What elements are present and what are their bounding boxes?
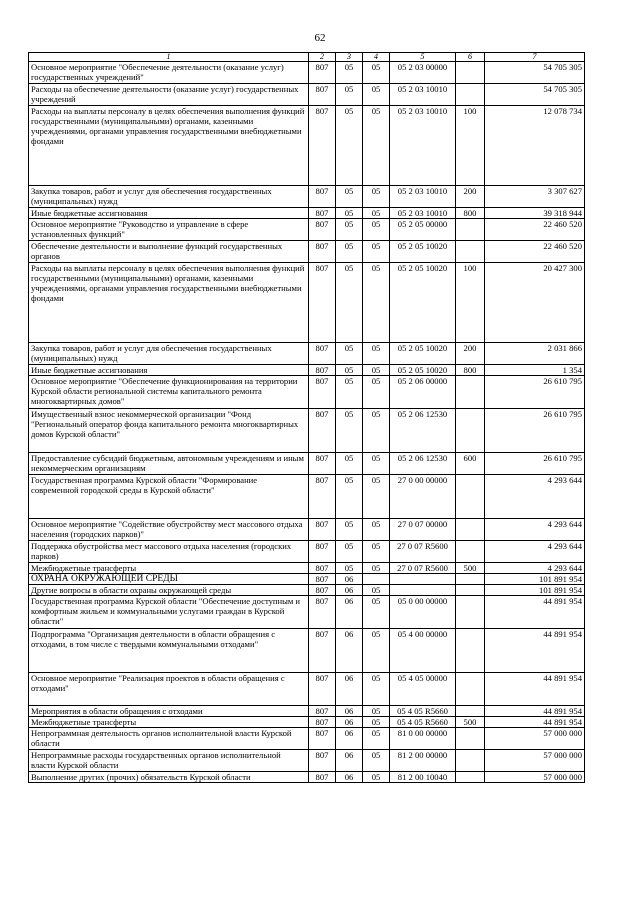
row-subsection: 05 xyxy=(363,343,390,365)
table-row xyxy=(29,750,585,772)
table-row xyxy=(29,706,585,717)
row-expense-type xyxy=(456,596,485,629)
row-name: Расходы на выплаты персоналу в целях обеспечения выполнения функций государственными (муниципальными) органами, казенными учреждениями, органами управления государственными внебюджетными фондами xyxy=(29,106,309,186)
row-section: 05 xyxy=(336,519,363,541)
row-grbs: 807 xyxy=(309,772,336,783)
row-section: 05 xyxy=(336,376,363,409)
row-grbs: 807 xyxy=(309,585,336,596)
row-expense-type xyxy=(456,519,485,541)
row-target-article: 05 2 03 10010 xyxy=(390,186,456,208)
table-row xyxy=(29,84,585,106)
row-section: 06 xyxy=(336,717,363,728)
row-grbs: 807 xyxy=(309,343,336,365)
row-expense-type xyxy=(456,219,485,241)
row-section: 06 xyxy=(336,750,363,772)
table-row xyxy=(29,574,585,585)
row-amount: 4 293 644 xyxy=(485,541,585,563)
row-expense-type xyxy=(456,84,485,106)
row-target-article: 05 2 03 00000 xyxy=(390,62,456,84)
table-row xyxy=(29,596,585,629)
table-row xyxy=(29,585,585,596)
row-target-article: 05 4 05 R5660 xyxy=(390,717,456,728)
row-amount: 44 891 954 xyxy=(485,717,585,728)
row-name: Поддержка обустройства мест массового отдыха населения (городских парков) xyxy=(29,541,309,563)
column-header: 4 xyxy=(363,53,390,62)
row-name: Основное мероприятие "Содействие обустройству мест массового отдыха населения (городских парков)" xyxy=(29,519,309,541)
row-amount: 22 460 520 xyxy=(485,219,585,241)
row-grbs: 807 xyxy=(309,219,336,241)
row-subsection: 05 xyxy=(363,208,390,219)
table-row xyxy=(29,717,585,728)
row-expense-type xyxy=(456,376,485,409)
row-section: 06 xyxy=(336,673,363,706)
row-section: 05 xyxy=(336,186,363,208)
row-subsection: 05 xyxy=(363,365,390,376)
row-target-article: 27 0 07 R5600 xyxy=(390,563,456,574)
row-grbs: 807 xyxy=(309,541,336,563)
table-row xyxy=(29,365,585,376)
row-section: 05 xyxy=(336,409,363,453)
row-section: 05 xyxy=(336,241,363,263)
row-grbs: 807 xyxy=(309,717,336,728)
row-grbs: 807 xyxy=(309,208,336,219)
row-expense-type xyxy=(456,241,485,263)
row-amount: 57 000 000 xyxy=(485,750,585,772)
row-grbs: 807 xyxy=(309,263,336,343)
row-target-article: 27 0 00 00000 xyxy=(390,475,456,519)
row-grbs: 807 xyxy=(309,673,336,706)
row-subsection: 05 xyxy=(363,84,390,106)
row-target-article xyxy=(390,574,456,585)
budget-table xyxy=(28,52,585,783)
row-amount: 57 000 000 xyxy=(485,728,585,750)
table-row xyxy=(29,219,585,241)
table-row xyxy=(29,343,585,365)
row-subsection: 05 xyxy=(363,563,390,574)
row-grbs: 807 xyxy=(309,84,336,106)
row-target-article: 05 2 06 12530 xyxy=(390,453,456,475)
row-section: 05 xyxy=(336,563,363,574)
row-expense-type: 200 xyxy=(456,343,485,365)
row-expense-type xyxy=(456,706,485,717)
row-target-article xyxy=(390,585,456,596)
row-expense-type xyxy=(456,409,485,453)
row-subsection: 05 xyxy=(363,106,390,186)
row-amount: 26 610 795 xyxy=(485,409,585,453)
row-grbs: 807 xyxy=(309,365,336,376)
row-amount: 26 610 795 xyxy=(485,376,585,409)
table-row xyxy=(29,563,585,574)
row-target-article: 05 2 03 10010 xyxy=(390,208,456,219)
row-target-article: 05 2 05 10020 xyxy=(390,343,456,365)
row-target-article: 05 4 05 R5660 xyxy=(390,706,456,717)
table-row xyxy=(29,772,585,783)
row-amount: 54 705 305 xyxy=(485,84,585,106)
row-name: Основное мероприятие "Обеспечение функционирования на территории Курской области региональной системы капитального ремонта многоквартирных домов" xyxy=(29,376,309,409)
row-subsection: 05 xyxy=(363,706,390,717)
row-amount: 44 891 954 xyxy=(485,673,585,706)
row-subsection: 05 xyxy=(363,62,390,84)
row-subsection: 05 xyxy=(363,717,390,728)
row-name: Мероприятия в области обращения с отходами xyxy=(29,706,309,717)
row-name: Основное мероприятие "Руководство и управление в сфере установленных функций" xyxy=(29,219,309,241)
row-target-article: 05 2 06 00000 xyxy=(390,376,456,409)
row-subsection: 05 xyxy=(363,263,390,343)
row-target-article: 81 2 00 00000 xyxy=(390,750,456,772)
row-grbs: 807 xyxy=(309,750,336,772)
row-expense-type xyxy=(456,750,485,772)
row-subsection: 05 xyxy=(363,750,390,772)
row-grbs: 807 xyxy=(309,376,336,409)
row-section: 06 xyxy=(336,585,363,596)
table-header-row xyxy=(29,53,585,62)
row-grbs: 807 xyxy=(309,596,336,629)
row-section: 05 xyxy=(336,365,363,376)
row-target-article: 27 0 07 00000 xyxy=(390,519,456,541)
row-name: Межбюджетные трансферты xyxy=(29,563,309,574)
row-section: 06 xyxy=(336,728,363,750)
row-subsection xyxy=(363,574,390,585)
row-subsection: 05 xyxy=(363,186,390,208)
row-subsection: 05 xyxy=(363,596,390,629)
row-grbs: 807 xyxy=(309,629,336,673)
row-section: 06 xyxy=(336,574,363,585)
table-row xyxy=(29,728,585,750)
table-row xyxy=(29,629,585,673)
row-subsection: 05 xyxy=(363,409,390,453)
page-number: 62 xyxy=(314,32,326,44)
row-name: Основное мероприятие "Обеспечение деятельности (оказание услуг) государственных учреждений" xyxy=(29,62,309,84)
row-section: 06 xyxy=(336,772,363,783)
row-grbs: 807 xyxy=(309,563,336,574)
row-grbs: 807 xyxy=(309,706,336,717)
row-expense-type xyxy=(456,673,485,706)
row-section: 05 xyxy=(336,62,363,84)
row-amount: 1 354 xyxy=(485,365,585,376)
row-name: Закупка товаров, работ и услуг для обеспечения государственных (муниципальных) нужд xyxy=(29,186,309,208)
row-expense-type: 600 xyxy=(456,453,485,475)
row-amount: 4 293 644 xyxy=(485,563,585,574)
row-expense-type xyxy=(456,574,485,585)
table-body xyxy=(29,53,585,783)
row-section: 05 xyxy=(336,219,363,241)
row-name: Иные бюджетные ассигнования xyxy=(29,365,309,376)
row-section: 05 xyxy=(336,541,363,563)
table-row xyxy=(29,453,585,475)
row-subsection: 05 xyxy=(363,541,390,563)
row-subsection: 05 xyxy=(363,241,390,263)
row-grbs: 807 xyxy=(309,62,336,84)
row-name: Предоставление субсидий бюджетным, автономным учреждениям и иным некоммерческим организациям xyxy=(29,453,309,475)
row-subsection: 05 xyxy=(363,673,390,706)
row-expense-type xyxy=(456,629,485,673)
table-row xyxy=(29,519,585,541)
row-amount: 12 078 734 xyxy=(485,106,585,186)
table-row xyxy=(29,106,585,186)
row-amount: 2 031 866 xyxy=(485,343,585,365)
table-row xyxy=(29,62,585,84)
row-amount: 57 000 000 xyxy=(485,772,585,783)
row-target-article: 05 2 06 12530 xyxy=(390,409,456,453)
table-row xyxy=(29,263,585,343)
row-expense-type xyxy=(456,62,485,84)
row-name: Расходы на обеспечение деятельности (оказание услуг) государственных учреждений xyxy=(29,84,309,106)
row-name: Государственная программа Курской области "Обеспечение доступным и комфортным жильем и коммунальными услугами граждан в Курской области" xyxy=(29,596,309,629)
row-grbs: 807 xyxy=(309,106,336,186)
row-target-article: 05 4 00 00000 xyxy=(390,629,456,673)
row-section: 06 xyxy=(336,706,363,717)
row-subsection: 05 xyxy=(363,475,390,519)
table-row xyxy=(29,376,585,409)
row-subsection: 05 xyxy=(363,585,390,596)
table-row xyxy=(29,541,585,563)
column-header: 7 xyxy=(485,53,585,62)
row-amount: 20 427 300 xyxy=(485,263,585,343)
row-expense-type xyxy=(456,585,485,596)
row-amount: 54 705 305 xyxy=(485,62,585,84)
row-section: 05 xyxy=(336,263,363,343)
row-subsection: 05 xyxy=(363,772,390,783)
row-amount: 4 293 644 xyxy=(485,519,585,541)
column-header: 5 xyxy=(390,53,456,62)
table-row xyxy=(29,409,585,453)
row-subsection: 05 xyxy=(363,453,390,475)
row-target-article: 05 2 03 10010 xyxy=(390,106,456,186)
table-row xyxy=(29,186,585,208)
table-row xyxy=(29,208,585,219)
row-target-article: 05 2 05 10020 xyxy=(390,365,456,376)
row-amount: 44 891 954 xyxy=(485,706,585,717)
row-expense-type: 100 xyxy=(456,263,485,343)
row-section: 06 xyxy=(336,596,363,629)
row-amount: 101 891 954 xyxy=(485,585,585,596)
row-subsection: 05 xyxy=(363,519,390,541)
row-amount: 44 891 954 xyxy=(485,629,585,673)
row-amount: 101 891 954 xyxy=(485,574,585,585)
column-header: 6 xyxy=(456,53,485,62)
row-expense-type xyxy=(456,475,485,519)
column-header: 3 xyxy=(336,53,363,62)
row-expense-type: 800 xyxy=(456,208,485,219)
row-name: Выполнение других (прочих) обязательств Курской области xyxy=(29,772,309,783)
row-expense-type xyxy=(456,541,485,563)
row-amount: 44 891 954 xyxy=(485,596,585,629)
row-expense-type: 500 xyxy=(456,563,485,574)
row-name: Подпрограмма "Организация деятельности в области обращения с отходами, в том числе с твердыми коммунальными отходами" xyxy=(29,629,309,673)
row-grbs: 807 xyxy=(309,409,336,453)
row-name: Основное мероприятие "Реализация проектов в области обращения с отходами" xyxy=(29,673,309,706)
table-row xyxy=(29,475,585,519)
row-section: 05 xyxy=(336,84,363,106)
table-row xyxy=(29,673,585,706)
row-subsection: 05 xyxy=(363,728,390,750)
row-target-article: 05 2 05 10020 xyxy=(390,241,456,263)
row-amount: 4 293 644 xyxy=(485,475,585,519)
column-header: 2 xyxy=(309,53,336,62)
row-expense-type xyxy=(456,772,485,783)
row-grbs: 807 xyxy=(309,519,336,541)
row-subsection: 05 xyxy=(363,629,390,673)
row-name: Расходы на выплаты персоналу в целях обеспечения выполнения функций государственными (муниципальными) органами, казенными учреждениями, органами управления государственными внебюджетными фондами xyxy=(29,263,309,343)
row-subsection: 05 xyxy=(363,376,390,409)
row-target-article: 05 2 03 10010 xyxy=(390,84,456,106)
row-amount: 26 610 795 xyxy=(485,453,585,475)
row-name: Межбюджетные трансферты xyxy=(29,717,309,728)
row-name: Государственная программа Курской области "Формирование современной городской среды в Курской области" xyxy=(29,475,309,519)
row-name: Обеспечение деятельности и выполнение функций государственных органов xyxy=(29,241,309,263)
row-amount: 39 318 944 xyxy=(485,208,585,219)
row-grbs: 807 xyxy=(309,574,336,585)
row-expense-type: 100 xyxy=(456,106,485,186)
row-name: Закупка товаров, работ и услуг для обеспечения государственных (муниципальных) нужд xyxy=(29,343,309,365)
row-amount: 22 460 520 xyxy=(485,241,585,263)
row-grbs: 807 xyxy=(309,453,336,475)
row-expense-type xyxy=(456,728,485,750)
row-amount: 3 307 627 xyxy=(485,186,585,208)
row-name: Имущественный взнос некоммерческой организации "Фонд "Региональный оператор фонда капитального ремонта многоквартирных домов Курской области" xyxy=(29,409,309,453)
row-name: ОХРАНА ОКРУЖАЮЩЕЙ СРЕДЫ xyxy=(29,574,309,585)
row-grbs: 807 xyxy=(309,728,336,750)
row-target-article: 81 0 00 00000 xyxy=(390,728,456,750)
row-section: 05 xyxy=(336,475,363,519)
row-expense-type: 200 xyxy=(456,186,485,208)
row-name: Непрограммные расходы государственных органов исполнительной власти Курской области xyxy=(29,750,309,772)
row-section: 06 xyxy=(336,629,363,673)
row-section: 05 xyxy=(336,208,363,219)
row-expense-type: 500 xyxy=(456,717,485,728)
row-section: 05 xyxy=(336,453,363,475)
row-grbs: 807 xyxy=(309,241,336,263)
row-target-article: 05 2 05 00000 xyxy=(390,219,456,241)
row-target-article: 05 0 00 00000 xyxy=(390,596,456,629)
row-name: Другие вопросы в области охраны окружающей среды xyxy=(29,585,309,596)
row-target-article: 05 4 05 00000 xyxy=(390,673,456,706)
row-target-article: 05 2 05 10020 xyxy=(390,263,456,343)
row-expense-type: 800 xyxy=(456,365,485,376)
row-subsection: 05 xyxy=(363,219,390,241)
row-target-article: 27 0 07 R5600 xyxy=(390,541,456,563)
row-section: 05 xyxy=(336,343,363,365)
row-section: 05 xyxy=(336,106,363,186)
row-grbs: 807 xyxy=(309,475,336,519)
table-row xyxy=(29,241,585,263)
row-target-article: 81 2 00 10040 xyxy=(390,772,456,783)
row-name: Непрограммная деятельность органов исполнительной власти Курской области xyxy=(29,728,309,750)
row-grbs: 807 xyxy=(309,186,336,208)
row-name: Иные бюджетные ассигнования xyxy=(29,208,309,219)
column-header: 1 xyxy=(29,53,309,62)
